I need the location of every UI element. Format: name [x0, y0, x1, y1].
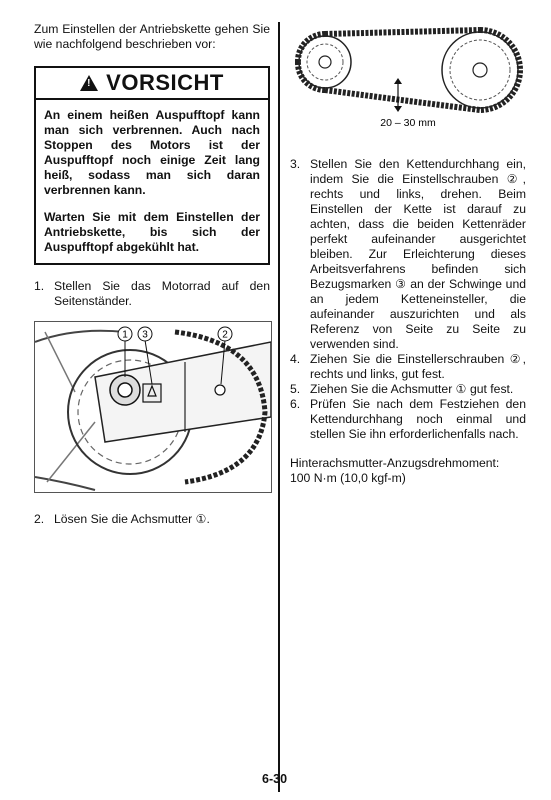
- step-number: 5.: [290, 382, 301, 396]
- step-text: Prüfen Sie nach dem Festziehen den Kettendurchhang noch einmal und stellen Sie ihn erforderlichenfalls nach.: [310, 397, 526, 441]
- caution-paragraph: Warten Sie mit dem Einstellen der Antriebskette, bis sich der Auspufftopf abgekühlt hat.: [44, 210, 260, 254]
- caution-header: [36, 68, 268, 100]
- step-text: Stellen Sie das Motorrad auf den Seitenständer.: [54, 279, 270, 308]
- step-item: [290, 397, 526, 442]
- caution-title: VORSICHT: [106, 70, 224, 95]
- left-column: [34, 22, 270, 527]
- photo-label: 3: [142, 329, 148, 341]
- step-number: 3.: [290, 157, 301, 171]
- step-text: Ziehen Sie die Einstellerschrauben ②, rechts und links, gut fest.: [310, 352, 526, 381]
- chain-slack-diagram: [290, 22, 526, 132]
- step-number: 2.: [34, 512, 45, 526]
- steps-list-left-2: [34, 512, 270, 527]
- step-item: [290, 382, 526, 397]
- caution-box: [34, 66, 270, 265]
- step-text: Stellen Sie den Kettendurchhang ein, indem Sie die Einstellschrauben ②, rechts und links, drehen. Beim Einstellen der Kette ist darauf zu achten, dass die beiden Kettenräder perfekt aufeinander ausgerichtet bleiben. Zur Erleichterung dieses Arbeitsverfahrens befinden sich Bezugsmarken ③ an der Schwinge und an jedem Ketteneinsteller, die aufeinander auszurichten und als Referenz von Seite zu Seite zu verwenden sind.: [310, 157, 526, 351]
- steps-list-left: [34, 279, 270, 309]
- photo-label: 2: [222, 329, 228, 341]
- step-item: [290, 352, 526, 382]
- caution-paragraph: An einem heißen Auspufftopf kann man sich verbrennen. Auch nach Stoppen des Motors ist der Auspufftopf noch einige Zeit lang heiß, sodass man sich daran verbrennen kann.: [44, 108, 260, 197]
- column-divider: [278, 22, 280, 792]
- step-text: Lösen Sie die Achsmutter ①.: [54, 512, 210, 526]
- step-number: 1.: [34, 279, 45, 293]
- step-item: [290, 157, 526, 352]
- caution-body: [36, 100, 268, 263]
- step-item: [34, 279, 270, 309]
- torque-spec: [290, 456, 526, 486]
- step-number: 4.: [290, 352, 301, 366]
- chain-slack-dimension: 20 – 30 mm: [380, 117, 436, 129]
- steps-list-right: [290, 157, 526, 442]
- right-column: [290, 22, 526, 486]
- warning-triangle-icon: !: [80, 75, 98, 91]
- page-number: 6-30: [262, 772, 288, 786]
- step-text: Ziehen Sie die Achsmutter ① gut fest.: [310, 382, 514, 396]
- photo-label: 1: [122, 329, 128, 341]
- step-item: [34, 512, 270, 527]
- torque-spec-label: Hinterachsmutter-Anzugsdrehmoment:: [290, 456, 500, 470]
- torque-spec-value: 100 N·m (10,0 kgf-m): [290, 471, 406, 485]
- intro-text: Zum Einstellen der Antriebskette gehen Sie wie nachfolgend beschrieben vor:: [34, 22, 270, 51]
- rear-wheel-photo: [34, 321, 272, 493]
- step-number: 6.: [290, 397, 301, 411]
